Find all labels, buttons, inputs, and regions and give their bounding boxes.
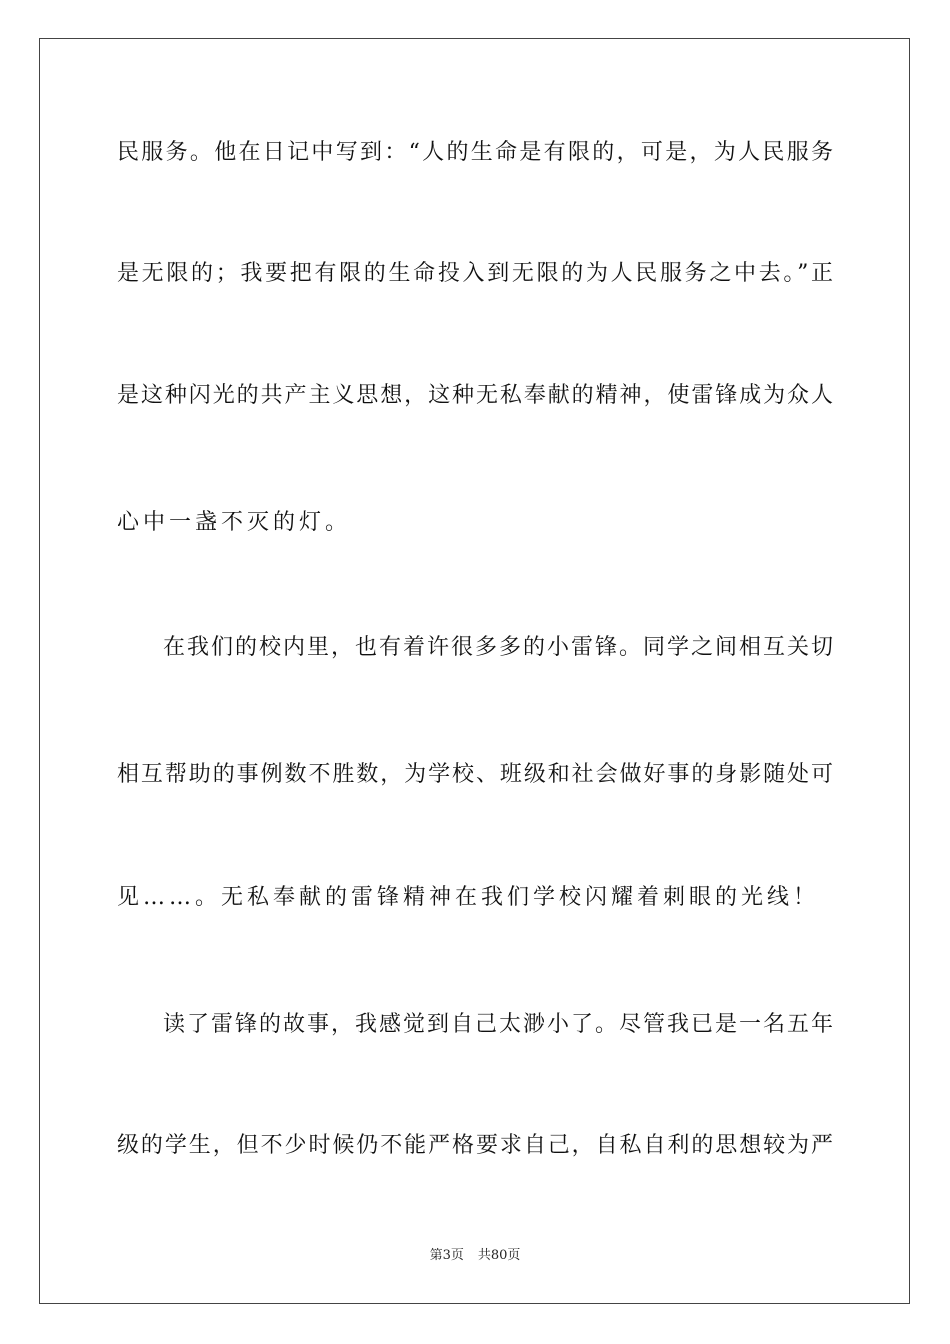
- text-line-paragraph-start: 读了雷锋的故事，我感觉到自己太渺小了。尽管我已是一名五年: [163, 1012, 833, 1037]
- page-border: [39, 38, 910, 1304]
- text-line: 是无限的；我要把有限的生命投入到无限的为人民服务之中去。”正: [117, 261, 833, 286]
- page-footer: [0, 1247, 950, 1265]
- text-line-paragraph-start: 在我们的校内里，也有着许很多多的小雷锋。同学之间相互关切: [163, 635, 833, 660]
- text-line: 是这种闪光的共产主义思想，这种无私奉献的精神，使雷锋成为众人: [117, 383, 833, 408]
- text-line: 见……。无私奉献的雷锋精神在我们学校闪耀着刺眼的光线！: [117, 885, 820, 910]
- text-line: 心中一盏不灭的灯。: [117, 510, 352, 535]
- page-number-current: 第3页: [429, 1248, 464, 1263]
- page-number-total: 共80页: [477, 1248, 521, 1263]
- text-line: 级的学生，但不少时候仍不能严格要求自己，自私自利的思想较为严: [117, 1133, 833, 1158]
- text-line: 相互帮助的事例数不胜数，为学校、班级和社会做好事的身影随处可: [117, 762, 833, 787]
- text-line: 民服务。他在日记中写到：“人的生命是有限的，可是，为人民服务: [117, 140, 833, 165]
